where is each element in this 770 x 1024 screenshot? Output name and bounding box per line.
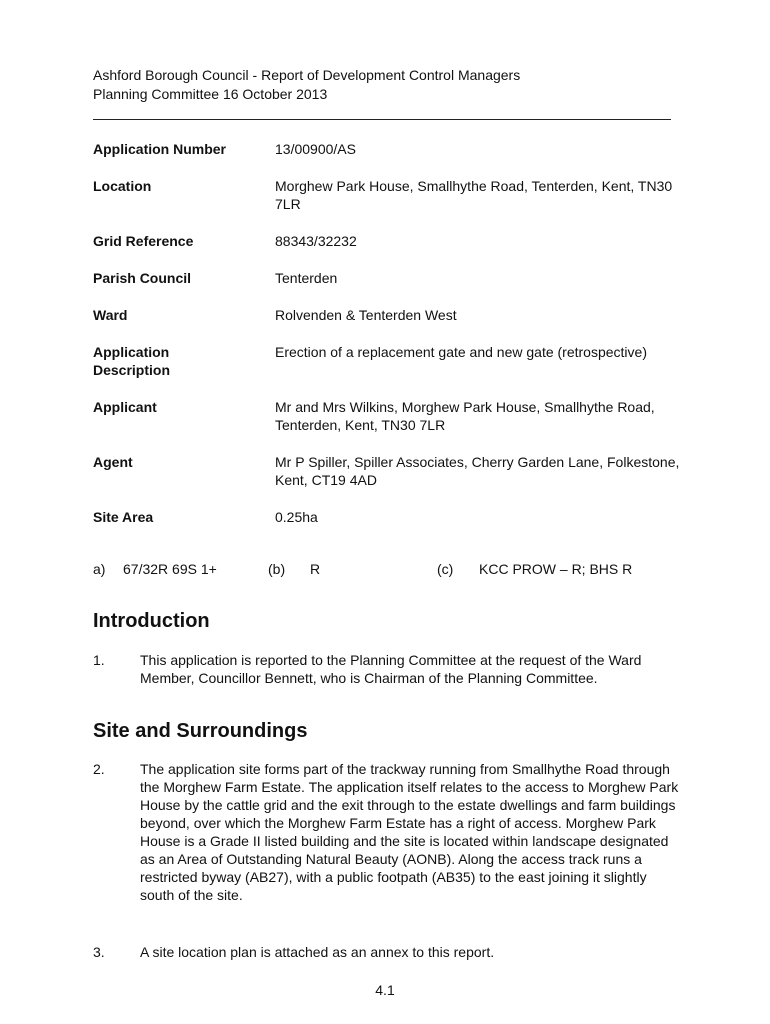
detail-label: Site Area — [93, 509, 154, 525]
detail-row-ward — [93, 306, 693, 324]
detail-label: Location — [93, 178, 152, 194]
detail-label: Applicant — [93, 399, 157, 415]
detail-label: Parish Council — [93, 270, 192, 286]
header-committee-line: Planning Committee 16 October 2013 — [93, 86, 328, 102]
detail-value: Erection of a replacement gate and new gate (retrospective) — [275, 344, 647, 360]
detail-row-application-number — [93, 140, 693, 158]
code-a-value: 67/32R 69S 1+ — [123, 561, 217, 577]
detail-row-agent — [93, 453, 693, 489]
detail-label: Grid Reference — [93, 233, 194, 249]
detail-row-parish-council — [93, 269, 693, 287]
paragraph-number: 2. — [93, 761, 105, 777]
detail-label: Ward — [93, 307, 128, 323]
detail-row-application-description — [93, 343, 693, 379]
section-heading-introduction: Introduction — [93, 610, 210, 632]
detail-value: 88343/32232 — [275, 233, 357, 249]
detail-label: Application Number — [93, 141, 227, 157]
code-a-label: a) — [93, 561, 106, 577]
paragraph-3 — [93, 943, 683, 961]
detail-row-grid-reference — [93, 232, 693, 250]
detail-row-applicant — [93, 398, 693, 434]
paragraph-text: This application is reported to the Planning Committee at the request of the Ward Member, Councillor Bennett, who is Chairman of the Planning Committee. — [140, 652, 642, 686]
report-header — [93, 66, 520, 104]
detail-row-site-area — [93, 508, 693, 526]
code-b-label: (b) — [268, 561, 286, 577]
detail-value: Morghew Park House, Smallhythe Road, Tenterden, Kent, TN30 7LR — [275, 178, 673, 212]
application-details — [93, 140, 693, 545]
code-c-value: KCC PROW – R; BHS R — [479, 561, 633, 577]
paragraph-number: 1. — [93, 652, 105, 668]
paragraph-1 — [93, 651, 683, 687]
detail-value: 0.25ha — [275, 509, 318, 525]
detail-value: 13/00900/AS — [275, 141, 356, 157]
paragraph-2 — [93, 760, 683, 904]
header-divider — [93, 119, 671, 120]
code-c-label: (c) — [437, 561, 454, 577]
code-b-value: R — [310, 561, 321, 577]
page-number: 4.1 — [375, 982, 395, 998]
paragraph-text: The application site forms part of the trackway running from Smallhythe Road through the Morghew Farm Estate. The application itself relates to the access to Morghew Park House by the cattle grid and the exit through to the estate dwellings and farm buildings beyond, over which the Morghew Farm Estate has a right of access. Morghew Park House is a Grade II listed building and the site is located within landscape designated as an Area of Outstanding Natural Beauty (AONB). Along the access track runs a restricted byway (AB27), with a public footpath (AB35) to the east joining it slightly south of the site. — [140, 761, 679, 903]
paragraph-number: 3. — [93, 944, 105, 960]
detail-value: Mr P Spiller, Spiller Associates, Cherry Garden Lane, Folkestone, Kent, CT19 4AD — [275, 454, 680, 488]
detail-value: Rolvenden & Tenterden West — [275, 307, 457, 323]
header-council-line: Ashford Borough Council - Report of Development Control Managers — [93, 67, 521, 83]
paragraph-text: A site location plan is attached as an annex to this report. — [140, 944, 495, 960]
detail-value: Mr and Mrs Wilkins, Morghew Park House, Smallhythe Road, Tenterden, Kent, TN30 7LR — [275, 399, 655, 433]
section-heading-site-and-surroundings: Site and Surroundings — [93, 720, 308, 742]
detail-label: Application Description — [93, 344, 171, 378]
detail-label: Agent — [93, 454, 133, 470]
detail-row-location — [93, 177, 693, 213]
detail-value: Tenterden — [275, 270, 338, 286]
